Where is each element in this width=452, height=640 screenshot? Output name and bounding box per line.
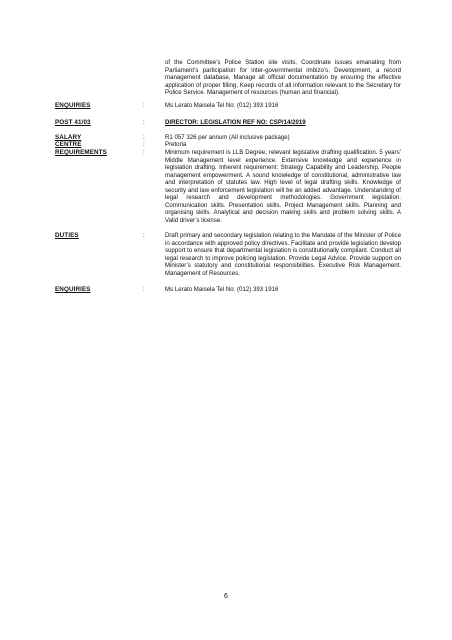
colon: :	[143, 102, 145, 109]
salary-value: R1 057 326 per annum (All inclusive package)	[165, 134, 290, 141]
requirements-label: REQUIREMENTS	[55, 149, 107, 156]
enquiries-label: ENQUIRIES	[55, 286, 91, 293]
colon: :	[143, 141, 145, 148]
page-number: 6	[224, 593, 228, 600]
colon: :	[143, 232, 145, 239]
centre-value: Pretoria	[165, 141, 187, 148]
colon: :	[143, 149, 145, 156]
enquiries-value: Ms Lerato Maisela Tel No: (012) 393 1916	[165, 102, 279, 109]
post-label: POST 41/03	[55, 119, 91, 126]
colon: :	[143, 119, 145, 126]
continuation-text: of the Committee’s Police Station site visits, Coordinate issues emanating from Parliament’s participation for inter-governmental imbizo’s. Development, a record management database, Manage all official documentation by ensuring the effective application of proper filling, Keep records of all information relevant to the Secretary for Police Service. Management of resources (human and financial).	[165, 59, 401, 97]
centre-label: CENTRE	[55, 141, 82, 148]
enquiries-label: ENQUIRIES	[55, 102, 91, 109]
enquiries-value: Ms Lerato Maisela Tel No: (012) 393 1916	[165, 286, 279, 293]
salary-label: SALARY	[55, 134, 82, 141]
duties-text: Draft primary and secondary legislation relating to the Mandate of the Minister of Police in accordance with approved policy directives. Facilitate and provide legislation develop support to ensure that departmental legislation is constitutionally compliant. Conduct all legal research to improve policing legislation. Provide Legal Advice. Provide support on Minister’s statutory and constitutional responsibilities. Executive Risk Management. Management of Resources.	[165, 232, 401, 277]
colon: :	[143, 286, 145, 293]
post-title: DIRECTOR: LEGISLATION REF NO: CSP/14/2019	[165, 119, 306, 126]
colon: :	[143, 134, 145, 141]
duties-label: DUTIES	[55, 232, 79, 239]
requirements-text: Minimum requirement is LLB Degree, relevant legislative drafting qualification. 5 years’ Middle Management level experience. Extensive knowledge and experience in legislation drafting. Inherent requirement: Strategy Capability and Leadership, People management empowerment. A sound knowledge of constitutional, administrative law and interpretation of statutes law. High level of legal drafting skills. Knowledge of security and law enforcement legislation will be an added advantage. Understanding of legal research and development methodologies. Government legislation. Communication skills. Presentation skills. Project Management skills. Planning and organising skills. Analytical and decision making skills and problem solving skills. A Valid driver’s license.	[165, 149, 401, 224]
